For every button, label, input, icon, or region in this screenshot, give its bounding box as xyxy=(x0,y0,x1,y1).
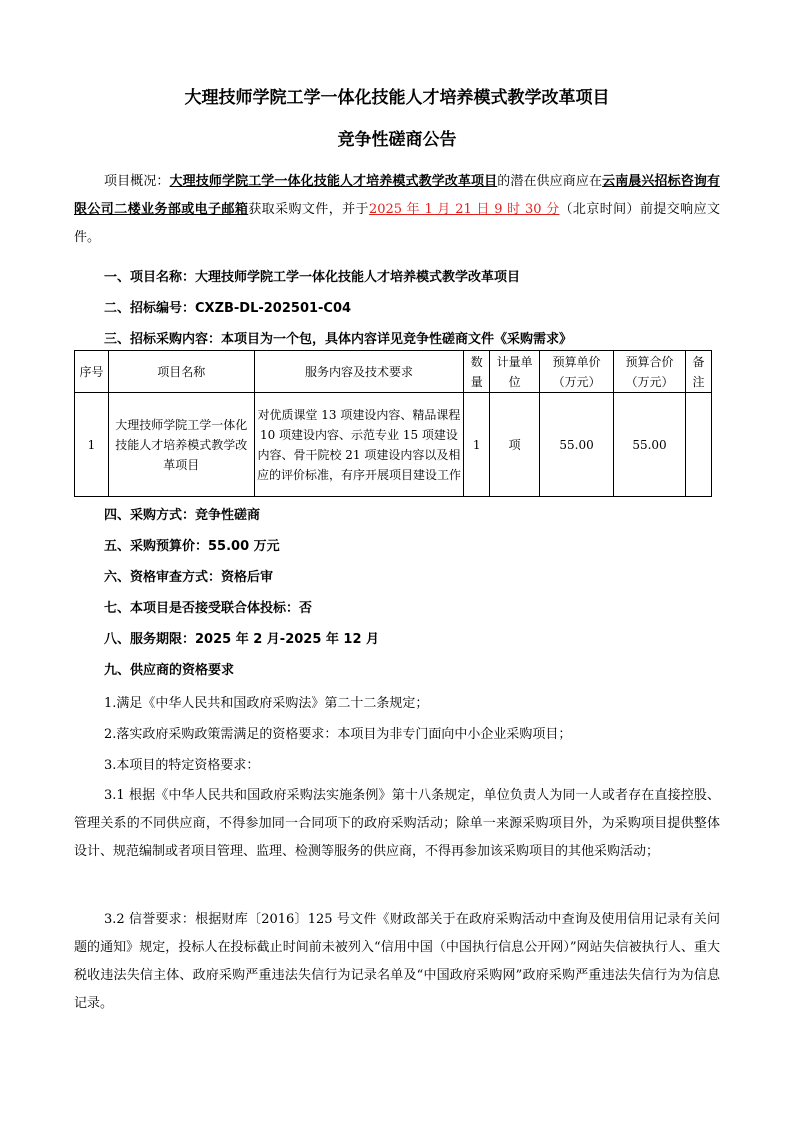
cell-no: 1 xyxy=(75,393,109,497)
header-cell: 备注 xyxy=(685,351,711,393)
requirement-3-1: 3.1 根据《中华人民共和国政府采购法实施条例》第十八条规定，单位负责人为同一人或者存在直接控股、管理关系的不同供应商，不得参加同一合同项下的政府采购活动；除单一来源采购项目外，为采购项目提供整体设计、规范编制或者项目管理、监理、检测等服务的供应商，不得再参加该采购项目的其他采购活动； xyxy=(74,788,720,859)
header-cell: 项目名称 xyxy=(108,351,254,393)
overview-prefix: 项目概况： xyxy=(104,174,170,189)
cell-unit-price: 55.00 xyxy=(540,393,614,497)
cell-name: 大理技师学院工学一体化技能人才培养模式教学改革项目 xyxy=(108,393,254,497)
requirement-1: 1.满足《中华人民共和国政府采购法》第二十二条规定； xyxy=(104,696,429,711)
table-header-row xyxy=(75,351,712,393)
section-tender-number: 二、招标编号：CXZB-DL-202501-C04 xyxy=(104,301,352,316)
section-qualification-review: 六、资格审查方式：资格后审 xyxy=(104,570,274,585)
cell-total-price: 55.00 xyxy=(614,393,686,497)
overview-suffix: （北京时间）前提交响应文件。 xyxy=(74,202,720,245)
cell-unit: 项 xyxy=(490,393,540,497)
document-title: 大理技师学院工学一体化技能人才培养模式教学改革项目 xyxy=(184,88,610,108)
overview-mid2: 获取采购文件，并于 xyxy=(248,202,369,217)
section-supplier-qualification: 九、供应商的资格要求 xyxy=(104,663,235,678)
section-project-name: 一、项目名称：大理技师学院工学一体化技能人才培养模式教学改革项目 xyxy=(104,270,521,285)
requirement-2: 2.落实政府采购政策需满足的资格要求：本项目为非专门面向中小企业采购项目； xyxy=(104,727,572,742)
header-cell: 序号 xyxy=(75,351,109,393)
overview-location: 云南晨兴招标咨询有限公司二楼业务部或电子邮箱 xyxy=(74,174,720,217)
table-row xyxy=(75,393,712,497)
requirement-3: 3.本项目的特定资格要求： xyxy=(104,758,260,773)
section-budget: 五、采购预算价：55.00 万元 xyxy=(104,539,280,554)
section-consortium: 七、本项目是否接受联合体投标：否 xyxy=(104,601,313,616)
overview-project-name: 大理技师学院工学一体化技能人才培养模式教学改革项目 xyxy=(169,174,498,189)
cell-content: 对优质课堂 13 项建设内容、精品课程 10 项建设内容、示范专业 15 项建设内容、骨干院校 21 项建设内容以及相应的评价标准，有序开展项目建设工作 xyxy=(254,393,464,497)
header-cell: 数量 xyxy=(464,351,490,393)
cell-remark xyxy=(685,393,711,497)
document-subtitle: 竞争性磋商公告 xyxy=(337,130,457,150)
header-cell: 预算合价（万元） xyxy=(614,351,686,393)
overview-mid1: 的潜在供应商应在 xyxy=(497,174,603,189)
section-procurement-method: 四、采购方式：竞争性磋商 xyxy=(104,508,261,523)
header-cell: 计量单位 xyxy=(490,351,540,393)
requirement-3-2: 3.2 信誉要求：根据财库〔2016〕125 号文件《财政部关于在政府采购活动中查询及使用信用记录有关问题的通知》规定，投标人在投标截止时间前未被列入“信用中国（中国执行信息公开网）”网站失信被执行人、重大税收违法失信主体、政府采购严重违法失信行为记录名单及“中国政府采购网”政府采购严重违法失信行为为信息记录。 xyxy=(74,912,720,1011)
header-cell: 服务内容及技术要求 xyxy=(254,351,464,393)
project-overview xyxy=(74,168,720,252)
section-service-period: 八、服务期限：2025 年 2 月-2025 年 12 月 xyxy=(104,632,380,647)
header-cell: 预算单价（万元） xyxy=(540,351,614,393)
procurement-table xyxy=(74,350,712,497)
cell-qty: 1 xyxy=(464,393,490,497)
section-procurement-content: 三、招标采购内容：本项目为一个包，具体内容详见竞争性磋商文件《采购需求》 xyxy=(104,332,573,347)
overview-deadline: 2025 年 1 月 21 日 9 时 30 分 xyxy=(368,202,560,217)
